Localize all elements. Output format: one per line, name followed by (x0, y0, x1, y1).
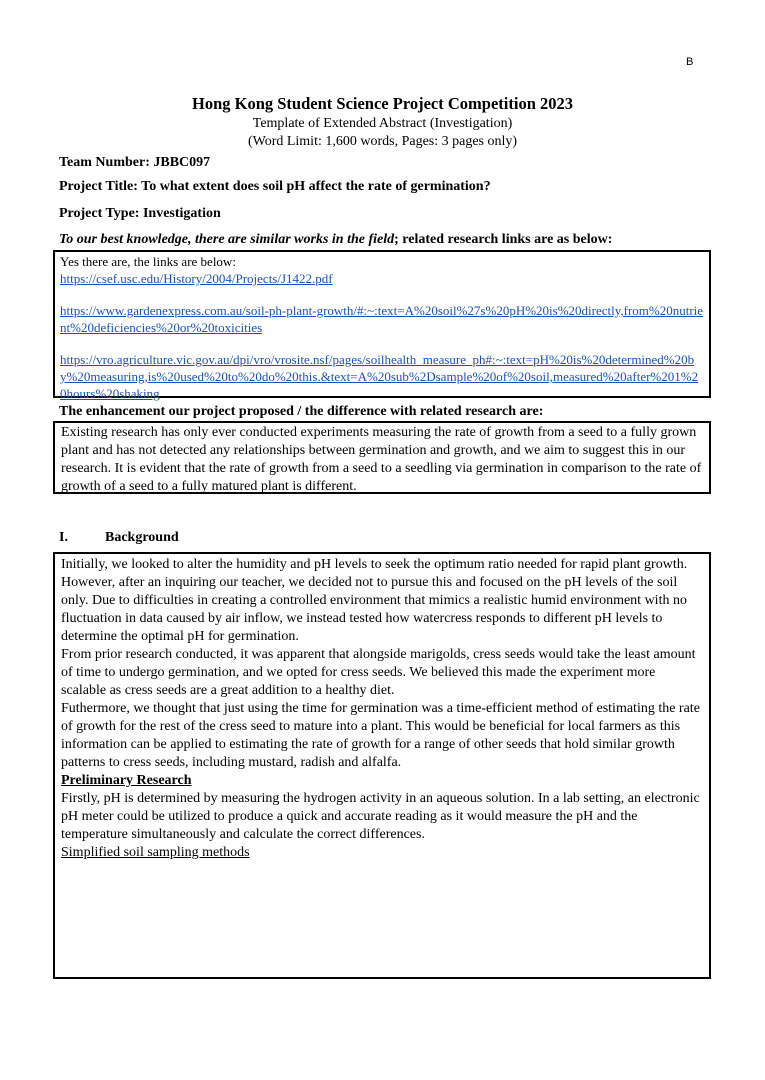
project-title: Project Title: To what extent does soil pH affect the rate of germination? (59, 179, 491, 194)
preliminary-research-text: Firstly, pH is determined by measuring the hydrogen activity in an aqueous solution. In a lab setting, an electronic pH meter could be utilized to produce a quick and accurate reading as it would measure the pH and the temperature simultaneously and calculate the correct differences. (61, 791, 700, 842)
preliminary-research-heading: Preliminary Research (61, 773, 192, 788)
related-link-3[interactable]: https://vro.agriculture.vic.gov.au/dpi/vro/vrosite.nsf/pages/soilhealth_measure_ph#:~:text=pH%20is%20determined%20by%20measuring,is%20used%20to%20do%20this.&text=A%20sub%2Dsample%20of%20soil,measured%20after%201%20hours%20shaking (60, 352, 699, 401)
document-title: Hong Kong Student Science Project Competition 2023 (191, 94, 573, 113)
similar-works-label (59, 232, 612, 248)
background-paragraph-2: From prior research conducted, it was apparent that alongside marigolds, cress seeds would take the least amount of time to undergo germination, and we opted for cress seeds. We believed this made the experiment more scalable as cress seeds are a great addition to a healthy diet. (61, 647, 696, 698)
team-number: Team Number: JBBC097 (59, 155, 211, 170)
background-paragraph-3: Futhermore, we thought that just using the time for germination was a time-efficient method of estimating the rate of growth for the rest of the cress seed to mature into a plant. This would be beneficial for local farmers as this information can be applied to estimating the rate of growth for a range of other seeds that hold similar growth patterns to cress seeds, including mustard, radish and alfalfa. (61, 701, 700, 770)
project-type: Project Type: Investigation (59, 206, 221, 221)
related-link-2[interactable]: https://www.gardenexpress.com.au/soil-ph-plant-growth/#:~:text=A%20soil%27s%20pH%20is%20directly,from%20nutrient%20deficiencies%20or%20toxicities (60, 303, 704, 335)
similar-works-label-italic: To our best knowledge, there are similar works in the field (59, 232, 395, 247)
background-paragraph-1: Initially, we looked to alter the humidity and pH levels to seek the optimum ratio needed for rapid plant growth. However, after an inquiring our teacher, we decided not to pursue this and focused on the pH levels of the soil only. Due to difficulties in creating a controlled environment that mimics a realistic humid environment with no fluctuation in data caused by air inflow, we instead tested how watercress responds to different pH levels to determine the optimal pH for germination. (61, 557, 688, 644)
soil-sampling-heading: Simplified soil sampling methods (61, 845, 250, 860)
similar-works-label-rest: ; related research links are as below: (394, 232, 613, 247)
enhancement-text: Existing research has only ever conducted experiments measuring the rate of growth from a seed to a fully grown plant and has not detected any relationships between germination and growth, and we aim to suggest this in our research. It is evident that the rate of growth from a seed to a seedling via germination in comparison to the rate of growth of a seed to a fully matured plant is different. (61, 425, 702, 494)
related-links-box (53, 250, 711, 401)
corner-mark: B (686, 56, 694, 68)
background-numeral: I. (59, 530, 68, 545)
document-limits: (Word Limit: 1,600 words, Pages: 3 pages only) (247, 134, 518, 149)
background-box (53, 552, 711, 979)
links-intro: Yes there are, the links are below: (60, 254, 236, 269)
background-heading: Background (105, 530, 179, 545)
enhancement-box (53, 421, 711, 494)
document-subtitle: Template of Extended Abstract (Investigation) (252, 116, 513, 131)
enhancement-label: The enhancement our project proposed / the difference with related research are: (59, 404, 544, 419)
related-link-1[interactable]: https://csef.usc.edu/History/2004/Projects/J1422.pdf (60, 271, 333, 286)
